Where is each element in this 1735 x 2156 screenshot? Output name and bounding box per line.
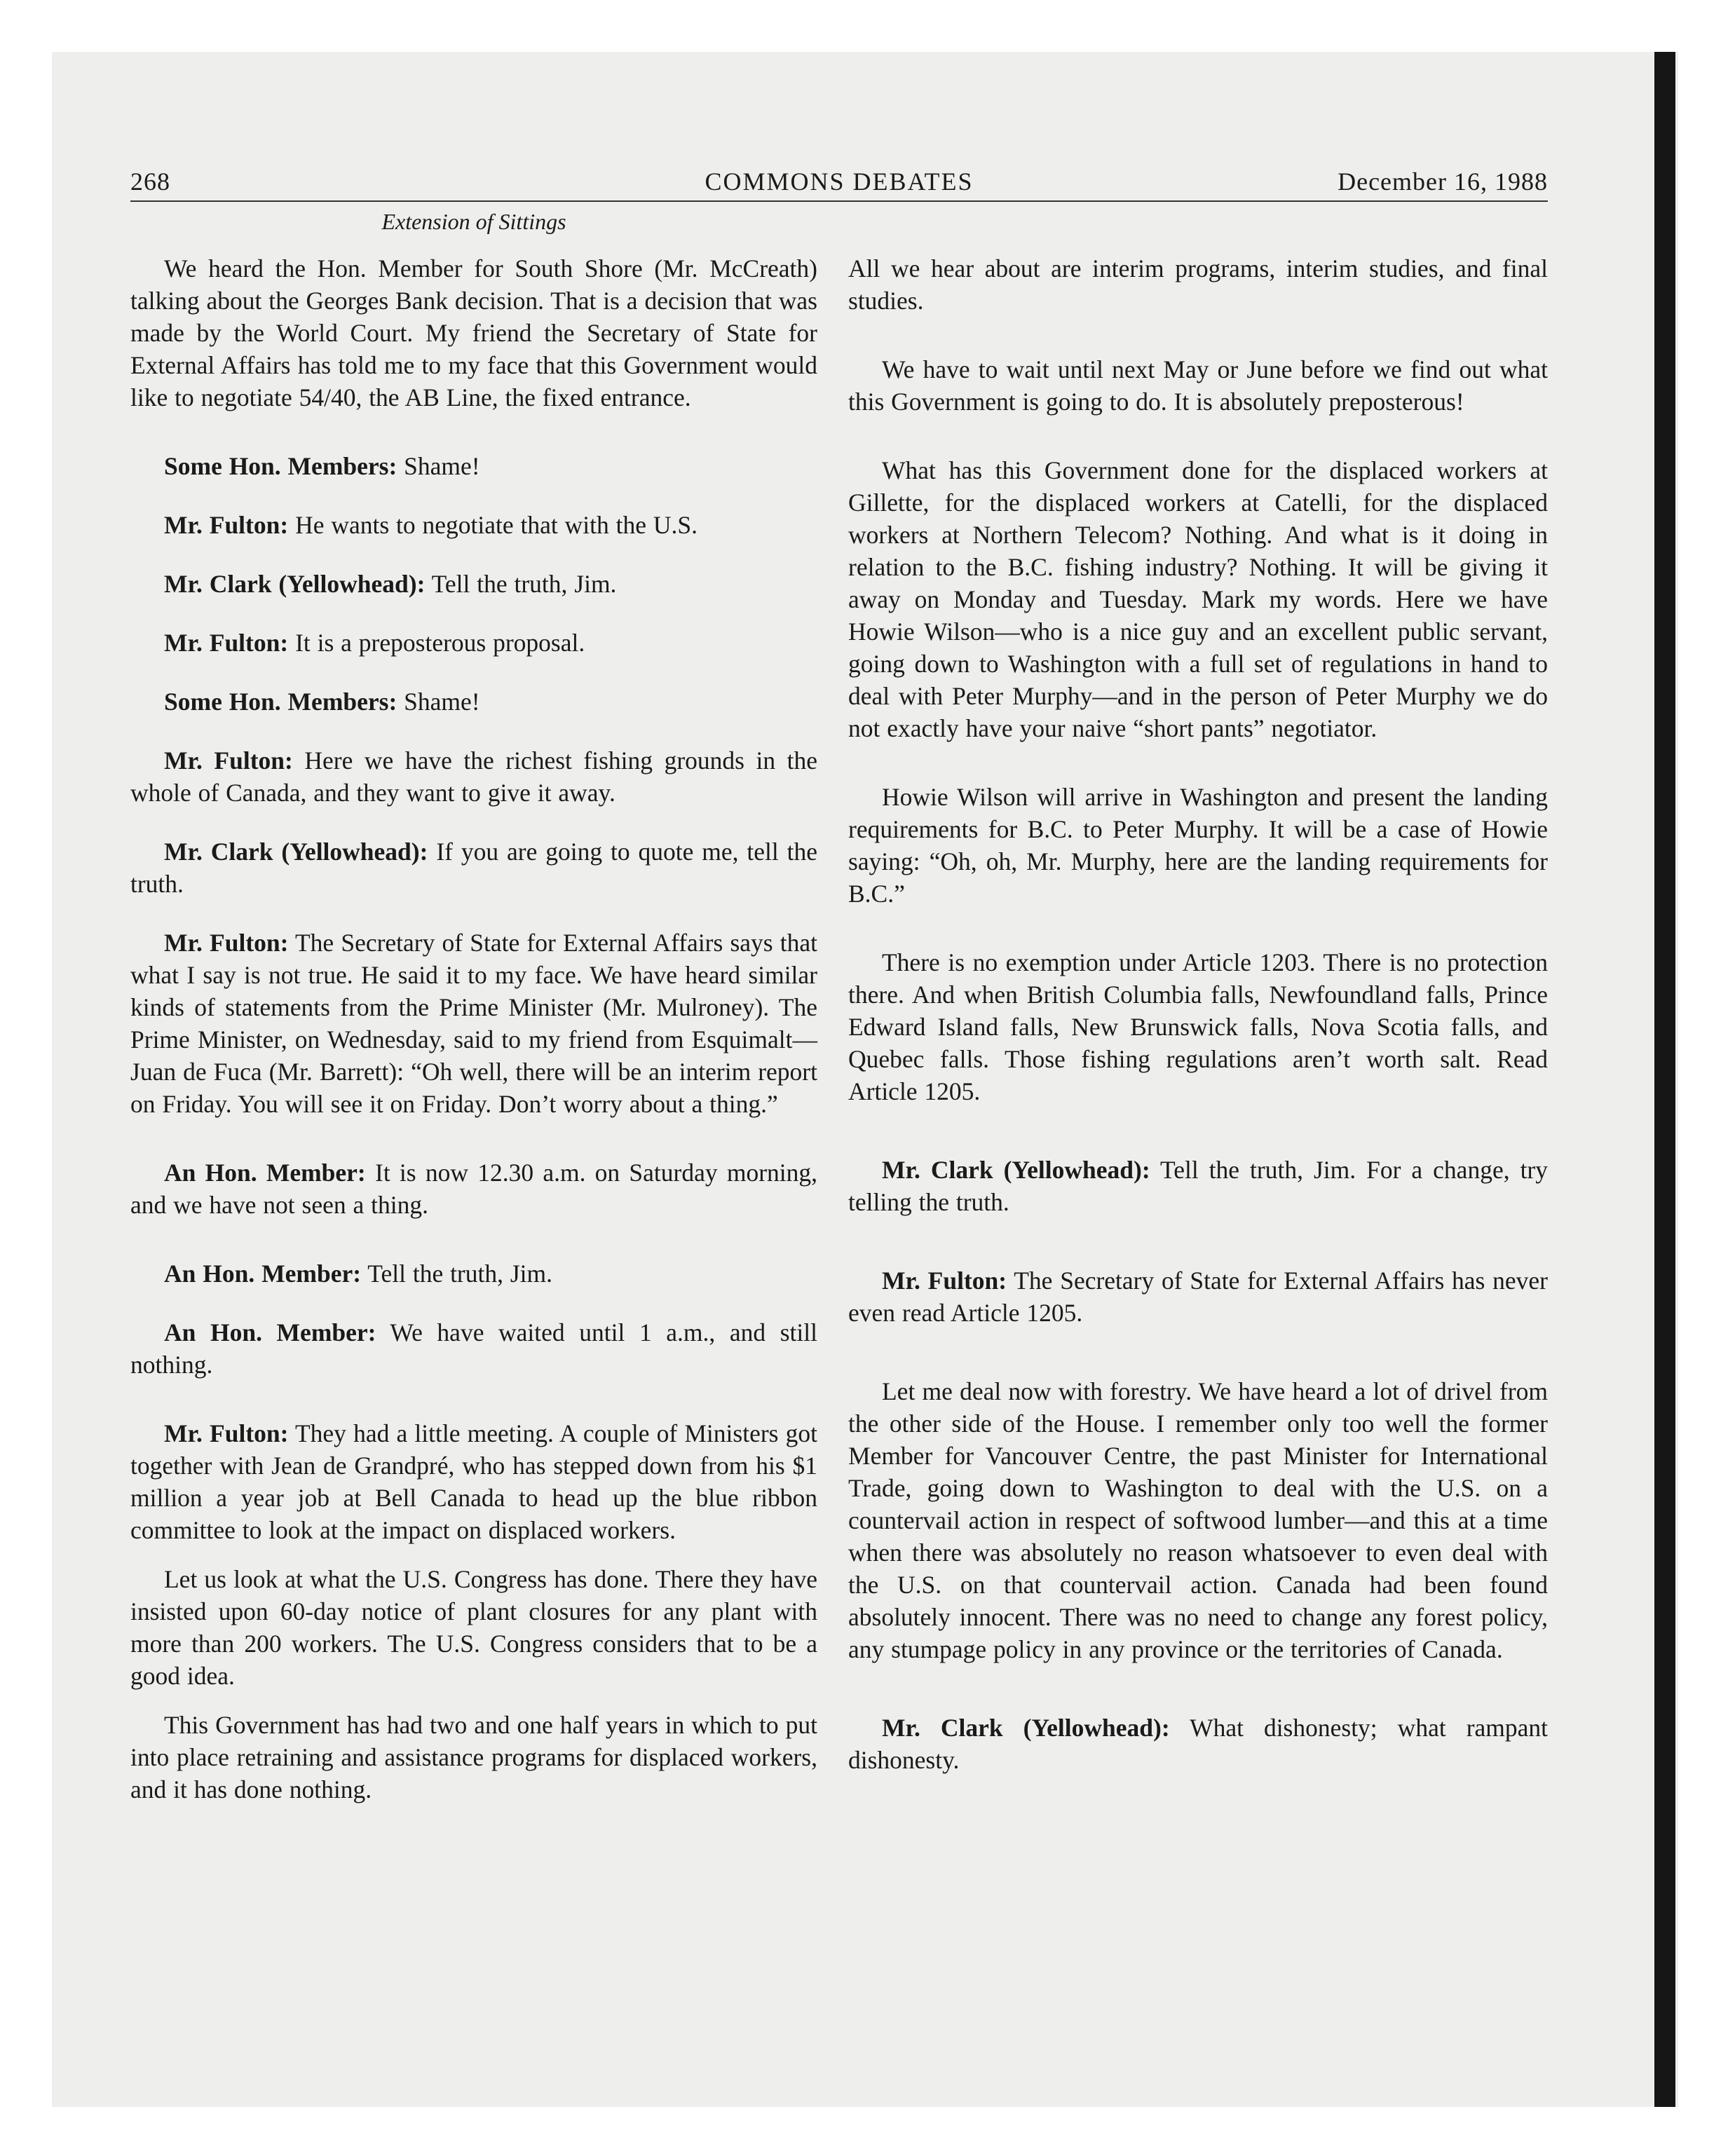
paragraph-text: We have waited until 1 a.m., and still nothing. — [130, 1318, 817, 1379]
paragraph — [130, 1316, 817, 1381]
speaker-name: An Hon. Member: — [164, 1260, 362, 1288]
paragraph-text: Tell the truth, Jim. — [367, 1260, 553, 1288]
paragraph — [848, 781, 1548, 910]
paragraph-text: We heard the Hon. Member for South Shore (Mr. McCreath) talking about the Georges Bank decision. That is a decision that was made by the World Court. My friend the Secretary of State for External Affairs has told me to my face that this Government would like to negotiate 54/40, the AB Line, the fixed entrance. — [130, 254, 817, 411]
paragraph — [848, 1264, 1548, 1329]
paragraph — [848, 353, 1548, 418]
paragraph-text: We have to wait until next May or June before we find out what this Government is going to do. It is absolutely preposterous! — [848, 355, 1548, 416]
speaker-name: An Hon. Member: — [164, 1159, 366, 1187]
paragraph — [130, 744, 817, 809]
paragraph — [130, 927, 817, 1120]
paragraph-text: Tell the truth, Jim. — [431, 570, 617, 598]
page-header — [130, 158, 1548, 202]
paragraph-text: Tell the truth, Jim. For a change, try telling the truth. — [848, 1156, 1548, 1216]
paragraph-text: It is now 12.30 a.m. on Saturday morning, and we have not seen a thing. — [130, 1159, 818, 1219]
speaker-name: Mr. Fulton: — [164, 1419, 289, 1447]
paragraph — [848, 1712, 1548, 1776]
speaker-name: Some Hon. Members: — [164, 452, 397, 480]
paragraph — [130, 1257, 817, 1290]
paragraph — [130, 509, 817, 541]
paragraph-text: They had a little meeting. A couple of Ministers got together with Jean de Grandpré, who has stepped down from his $1 million a year job at Bell Canada to head up the blue ribbon committee to look at the impact on displaced workers. — [130, 1419, 817, 1544]
paragraph-text: Shame! — [404, 452, 480, 480]
paragraph-text: Here we have the richest fishing grounds in the whole of Canada, and they want to give it away. — [130, 746, 818, 807]
speaker-name: Mr. Fulton: — [164, 929, 289, 957]
scan-edge-shadow — [1654, 52, 1675, 2107]
paragraph — [130, 685, 817, 718]
speaker-name: Mr. Clark (Yellowhead): — [882, 1714, 1170, 1742]
paragraph-text: What has this Government done for the displaced workers at Gillette, for the displaced workers at Catelli, for the displaced workers at Northern Telecom? Nothing. And what is it doing in relation to the B.C. fishing industry? Nothing. It will be giving it away on Monday and Tuesday. Mark my words. Here we have Howie Wilson—who is a nice guy and an excellent public servant, going down to Washington with a full set of regulations in hand to deal with Peter Murphy—and in the person of Peter Murphy we do not exactly have your naive “short pants” negotiator. — [848, 456, 1548, 742]
paragraph-text: This Government has had two and one half years in which to put into place retraining and assistance programs for displaced workers, and it has done nothing. — [130, 1711, 817, 1803]
paragraph — [848, 946, 1548, 1107]
speaker-name: Some Hon. Members: — [164, 688, 397, 716]
paragraph-text: All we hear about are interim programs, interim studies, and final studies. — [848, 254, 1548, 315]
section-heading: Extension of Sittings — [381, 209, 566, 234]
speaker-name: Mr. Fulton: — [164, 629, 289, 657]
paragraph — [130, 450, 817, 482]
paragraph-text: He wants to negotiate that with the U.S. — [295, 511, 698, 539]
right-column — [848, 252, 1548, 1776]
paragraph — [130, 252, 817, 414]
paragraph — [130, 1563, 817, 1692]
paragraph-text: The Secretary of State for External Affairs has never even read Article 1205. — [848, 1267, 1548, 1327]
speaker-name: An Hon. Member: — [164, 1318, 376, 1346]
speaker-name: Mr. Clark (Yellowhead): — [164, 838, 428, 866]
paragraph — [130, 1709, 817, 1806]
paragraph-text: If you are going to quote me, tell the truth. — [130, 838, 817, 898]
paragraph — [130, 1157, 817, 1221]
paragraph — [130, 627, 817, 659]
paragraph — [130, 835, 817, 900]
paragraph — [848, 1154, 1548, 1218]
paragraph-text: It is a preposterous proposal. — [295, 629, 585, 657]
paragraph-text: Shame! — [404, 688, 480, 716]
paragraph — [848, 252, 1548, 317]
speaker-name: Mr. Fulton: — [164, 746, 293, 775]
speaker-name: Mr. Clark (Yellowhead): — [164, 570, 426, 598]
paragraph — [130, 568, 817, 600]
left-column — [130, 252, 817, 1806]
speaker-name: Mr. Fulton: — [882, 1267, 1007, 1295]
publication-title: COMMONS DEBATES — [705, 168, 974, 196]
paragraph-text: Let us look at what the U.S. Congress has done. There they have insisted upon 60-day notice of plant closures for any plant with more than 200 workers. The U.S. Congress considers that to be a good idea. — [130, 1565, 817, 1690]
speaker-name: Mr. Clark (Yellowhead): — [882, 1156, 1150, 1184]
paragraph-text: What dishonesty; what rampant dishonesty. — [848, 1714, 1549, 1774]
paragraph — [130, 1417, 817, 1546]
paragraph-text: Let me deal now with forestry. We have heard a lot of drivel from the other side of the House. I remember only too well the former Member for Vancouver Centre, the past Minister for International Trade, going down to Washington to deal with the U.S. on a countervail action in respect of softwood lumber—and this at a time when there was absolutely no reason whatsoever to even deal with the U.S. on that countervail action. Canada had been found absolutely innocent. There was no need to change any forest policy, any stumpage policy in any province or the territories of Canada. — [848, 1377, 1548, 1663]
speaker-name: Mr. Fulton: — [164, 511, 289, 539]
page-number: 268 — [130, 168, 170, 196]
paragraph-text: The Secretary of State for External Affairs says that what I say is not true. He said it to my face. We have heard similar kinds of statements from the Prime Minister (Mr. Mulroney). The Prime Minister, on Wednesday, said to my friend from Esquimalt—Juan de Fuca (Mr. Barrett): “Oh well, there will be an interim report on Friday. You will see it on Friday. Don’t worry about a thing.” — [130, 929, 818, 1118]
paragraph-text: Howie Wilson will arrive in Washington and present the landing requirements for B.C. to Peter Murphy. It will be a case of Howie saying: “Oh, oh, Mr. Murphy, here are the landing requirements for B.C.” — [848, 783, 1548, 908]
paragraph — [848, 1375, 1548, 1665]
page-date: December 16, 1988 — [1338, 168, 1548, 196]
paragraph — [848, 454, 1548, 744]
paragraph-text: There is no exemption under Article 1203. There is no protection there. And when British Columbia falls, Newfoundland falls, Prince Edward Island falls, New Brunswick falls, Nova Scotia falls, and Quebec falls. Those fishing regulations aren’t worth salt. Read Article 1205. — [848, 948, 1548, 1105]
